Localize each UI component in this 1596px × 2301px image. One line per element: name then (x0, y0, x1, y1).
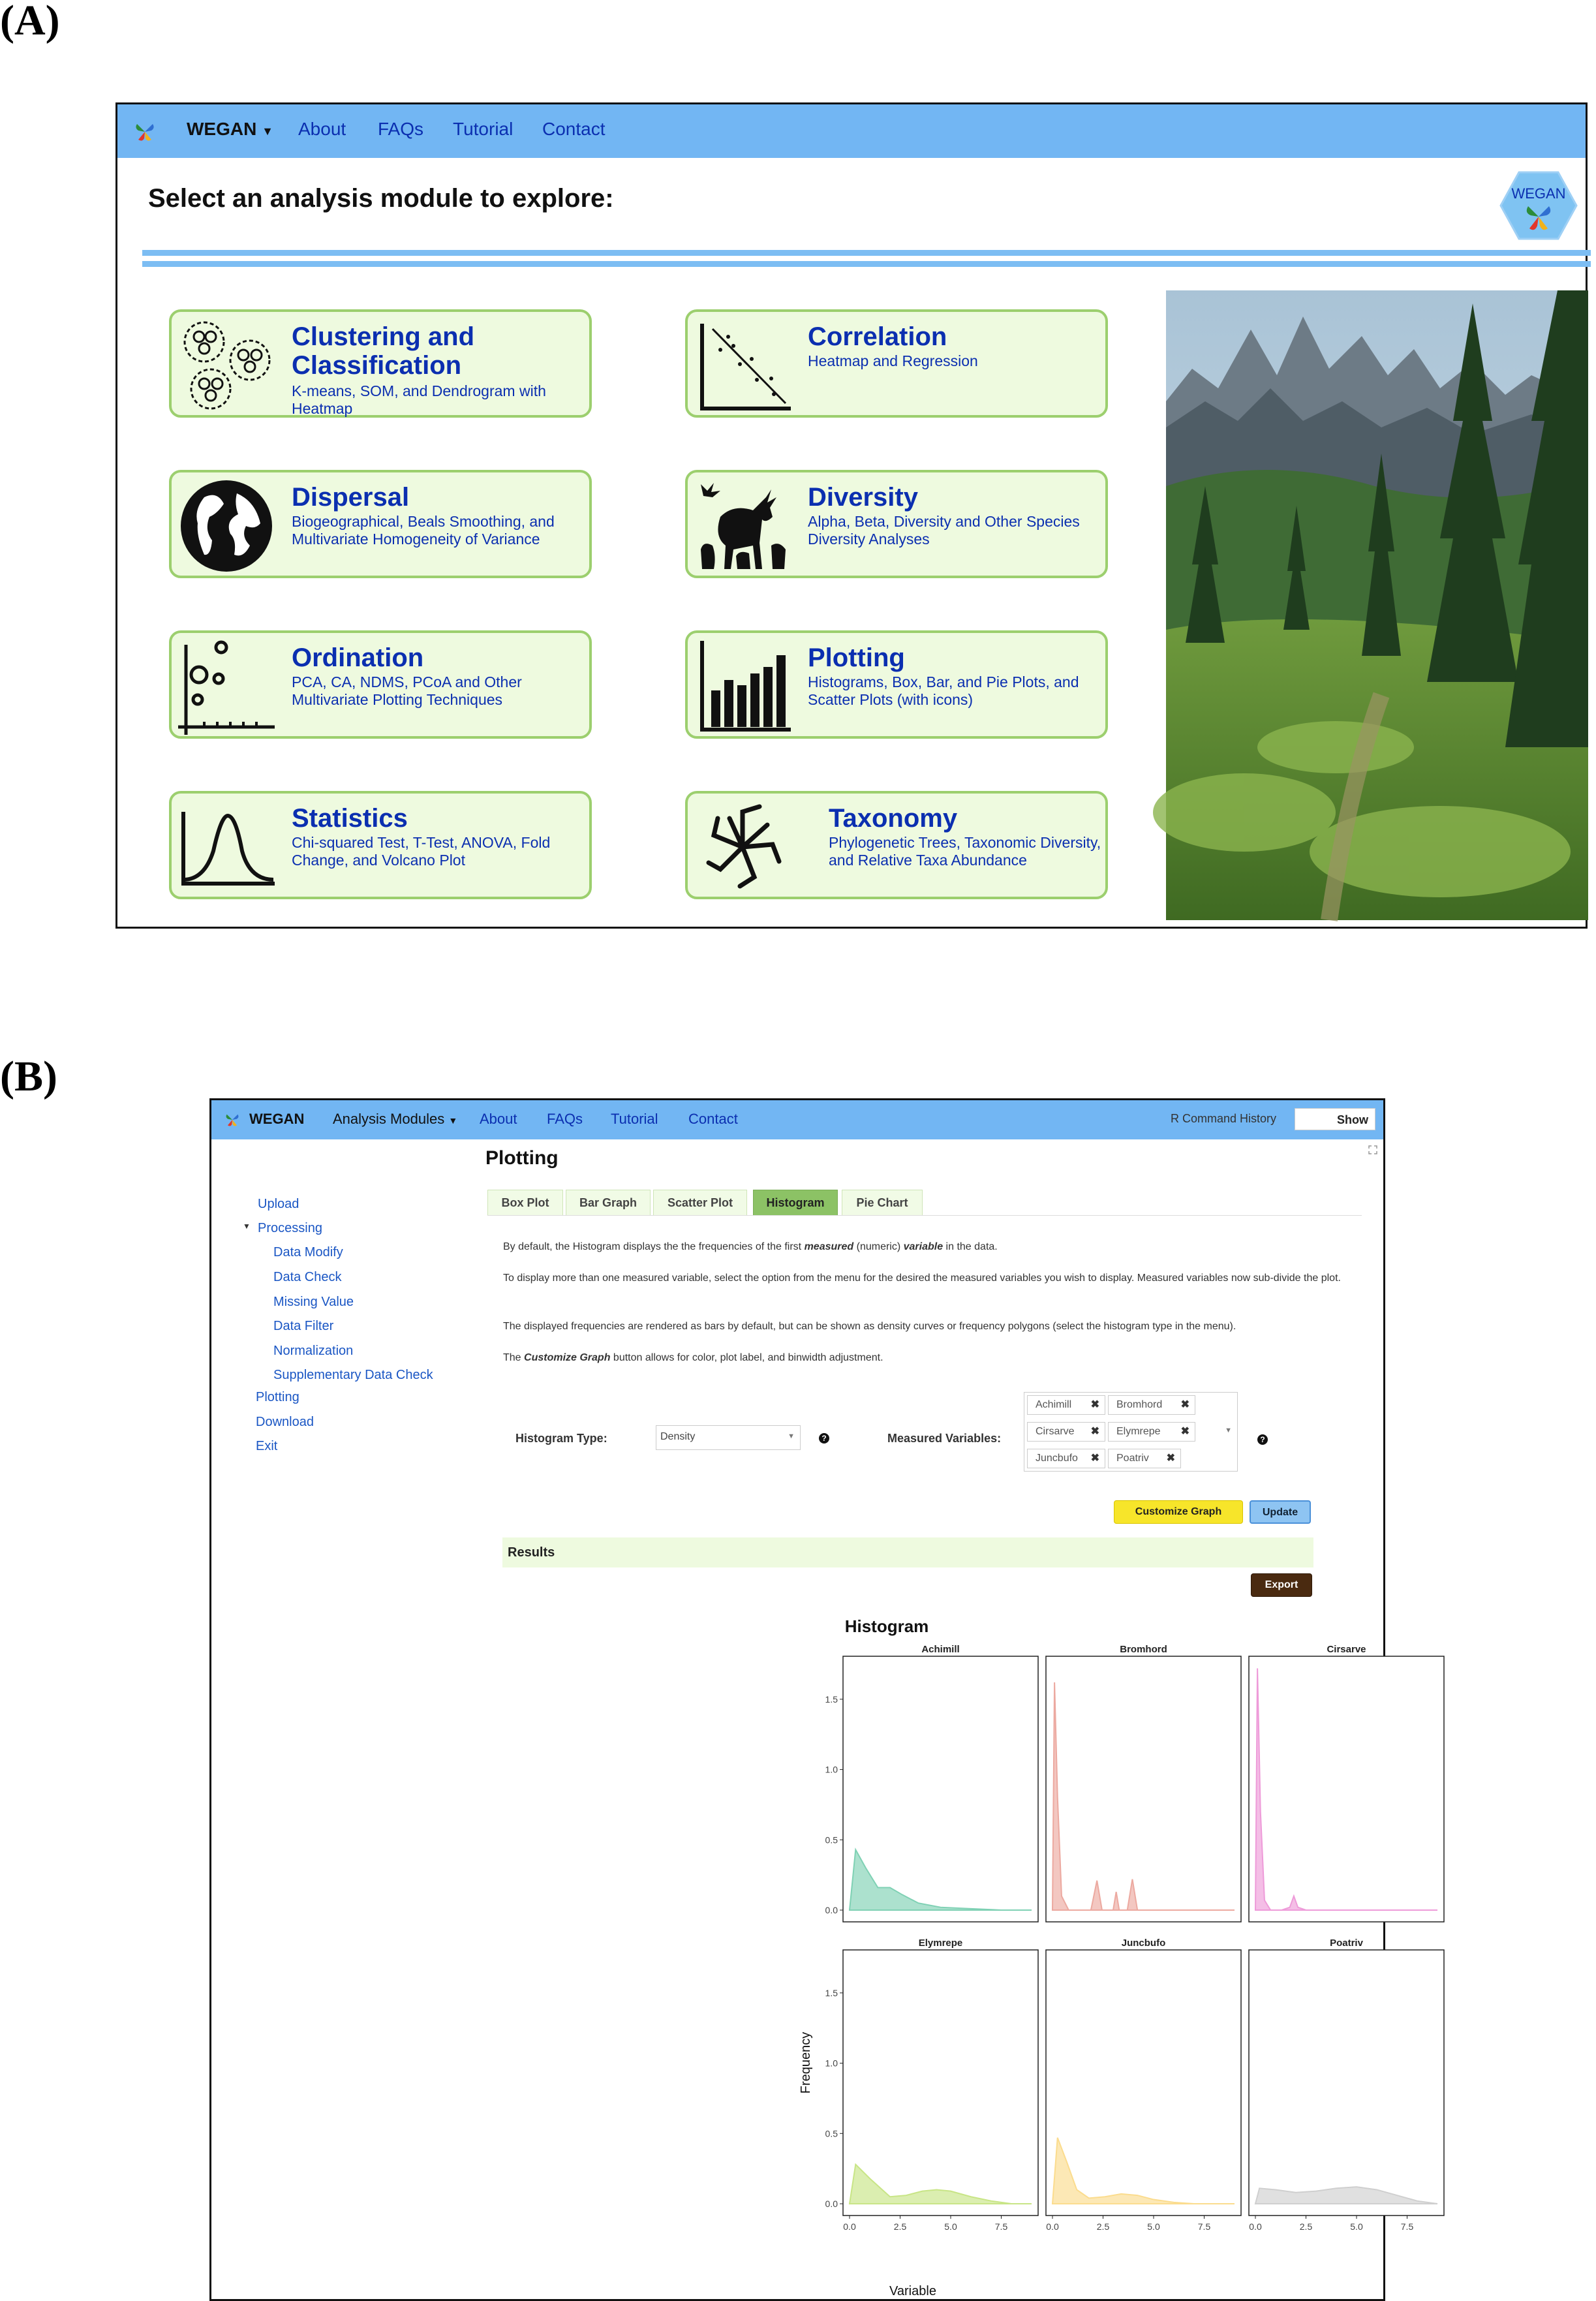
sidebar-item-download[interactable]: Download (256, 1415, 314, 1429)
chevron-down-icon: ▼ (1225, 1427, 1232, 1434)
histogram-type-label: Histogram Type: (515, 1432, 607, 1445)
facet-panel (843, 1950, 1038, 2216)
help-paragraph: To display more than one measured variable, select the option from the menu for the desired the measured variables you wish to display. Measured variables now sub-divide the plot. (503, 1273, 1341, 1284)
nav-contact[interactable]: Contact (542, 119, 606, 139)
chip-label: Poatriv (1116, 1453, 1149, 1464)
module-card-dispersal[interactable] (169, 470, 592, 578)
y-axis-title: Frequency (799, 2031, 813, 2094)
facet-panel (1249, 1656, 1444, 1922)
caret-down-icon: ▼ (262, 125, 273, 138)
module-card-statistics[interactable] (169, 791, 592, 899)
tab-bar-graph[interactable]: Bar Graph (566, 1190, 651, 1216)
module-description: Histograms, Box, Bar, and Pie Plots, and Scatter Plots (with icons) (808, 673, 1079, 708)
module-card-ordination[interactable] (169, 630, 592, 739)
y-tick-label: 1.5 (825, 1987, 838, 1998)
facet-label: Juncbufo (1121, 1938, 1166, 1949)
select-value: Density (660, 1431, 696, 1442)
remove-icon[interactable]: ✖ (1180, 1426, 1189, 1437)
module-title: Ordination (292, 643, 424, 672)
nav-faqs[interactable]: FAQs (547, 1111, 583, 1127)
chip-label: Juncbufo (1036, 1453, 1078, 1464)
panel-b-screenshot (209, 1098, 1414, 2301)
tab-histogram[interactable]: Histogram (753, 1190, 838, 1216)
sidebar-item-normalization[interactable]: Normalization (273, 1344, 354, 1358)
sidebar-item-data-filter[interactable]: Data Filter (273, 1319, 334, 1333)
sidebar-item-upload[interactable]: Upload (258, 1197, 299, 1211)
page-title: Select an analysis module to explore: (148, 184, 614, 213)
module-title: Clustering and Classification (292, 322, 475, 380)
chevron-down-icon: ▼ (788, 1432, 795, 1440)
x-axis-title: Variable (889, 2284, 936, 2298)
sidebar-item-plotting[interactable]: Plotting (256, 1390, 299, 1404)
expand-icon[interactable] (1368, 1145, 1378, 1155)
remove-icon[interactable]: ✖ (1090, 1453, 1099, 1464)
facet-panel (1046, 1656, 1241, 1922)
x-tick-label: 0.0 (1046, 2221, 1059, 2232)
nav-faqs[interactable]: FAQs (378, 119, 424, 139)
panel-b-label: (B) (0, 1053, 57, 1100)
variable-chip[interactable] (1108, 1449, 1181, 1468)
wegan-hex-logo (1499, 170, 1578, 241)
sidebar-item-processing[interactable]: Processing (258, 1221, 322, 1235)
module-card-correlation[interactable] (685, 309, 1108, 418)
tab-divider (487, 1215, 1362, 1216)
wegan-logo-icon[interactable] (132, 119, 158, 145)
x-tick-label: 5.0 (1350, 2221, 1363, 2232)
measured-variables-label: Measured Variables: (887, 1432, 1002, 1445)
x-tick-label: 2.5 (1299, 2221, 1313, 2232)
facet-label: Poatriv (1330, 1938, 1363, 1949)
sidebar-item-exit[interactable]: Exit (256, 1439, 278, 1453)
module-description: Chi-squared Test, T-Test, ANOVA, Fold Change, and Volcano Plot (292, 834, 551, 869)
facet-label: Cirsarve (1327, 1644, 1366, 1655)
nav-about[interactable]: About (480, 1111, 517, 1127)
panel-a-label: (A) (0, 0, 60, 44)
tab-box-plot[interactable]: Box Plot (487, 1190, 563, 1216)
caret-down-icon: ▼ (448, 1115, 458, 1126)
module-description: PCA, CA, NDMS, PCoA and Other Multivariate Plotting Techniques (292, 673, 522, 708)
distribution-curve-icon (178, 799, 275, 895)
update-button[interactable]: Update (1250, 1500, 1311, 1524)
chart-title: Histogram (844, 1616, 929, 1636)
x-tick-label: 7.5 (1400, 2221, 1414, 2232)
facet-panel (1046, 1950, 1241, 2216)
help-icon[interactable]: ? (1257, 1434, 1268, 1445)
module-card-clustering[interactable] (169, 309, 592, 418)
brand-label[interactable]: WEGAN (249, 1111, 305, 1127)
wegan-logo-icon[interactable] (223, 1111, 241, 1129)
help-paragraph: By default, the Histogram displays the the frequencies of the first measured (numeric) variable in the data. (503, 1241, 998, 1252)
y-tick-label: 0.5 (825, 2128, 838, 2139)
page-title: Plotting (485, 1147, 559, 1169)
x-tick-label: 2.5 (1096, 2221, 1110, 2232)
top-navbar (211, 1100, 1383, 1139)
top-navbar (117, 104, 1586, 158)
module-title: Taxonomy (829, 804, 958, 833)
x-tick-label: 5.0 (1147, 2221, 1160, 2232)
variable-chip[interactable] (1027, 1449, 1105, 1468)
variable-chip[interactable] (1027, 1395, 1105, 1415)
module-title: Diversity (808, 483, 918, 512)
y-tick-label: 0.0 (825, 1905, 838, 1915)
module-title: Statistics (292, 804, 408, 833)
remove-icon[interactable]: ✖ (1090, 1426, 1099, 1437)
help-icon[interactable]: ? (819, 1433, 829, 1444)
x-tick-label: 7.5 (994, 2221, 1008, 2232)
nav-tutorial[interactable]: Tutorial (611, 1111, 658, 1127)
nav-contact[interactable]: Contact (688, 1111, 738, 1127)
analysis-modules-dropdown[interactable] (333, 1111, 457, 1128)
logo-text: WEGAN (1511, 185, 1566, 202)
y-tick-label: 1.0 (825, 1764, 838, 1775)
sidebar-item-supplementary-data-check[interactable]: Supplementary Data Check (273, 1368, 433, 1382)
r-history-toggle[interactable] (1295, 1108, 1375, 1130)
mountain-landscape-image (1166, 290, 1588, 920)
facet-label: Elymrepe (918, 1938, 963, 1949)
tab-scatter-plot[interactable]: Scatter Plot (653, 1190, 747, 1216)
facet-panel (1249, 1950, 1444, 2216)
nav-tutorial[interactable]: Tutorial (453, 119, 514, 139)
module-title: Correlation (808, 322, 947, 351)
ordination-icon (178, 638, 275, 735)
show-button-label: Show (1337, 1113, 1368, 1126)
y-tick-label: 0.5 (825, 1834, 838, 1845)
module-title: Plotting (808, 643, 905, 672)
x-tick-label: 7.5 (1197, 2221, 1211, 2232)
module-description: Phylogenetic Trees, Taxonomic Diversity, and Relative Taxa Abundance (829, 834, 1101, 869)
x-tick-label: 2.5 (893, 2221, 907, 2232)
chip-label: Cirsarve (1036, 1426, 1075, 1437)
tab-pie-chart[interactable]: Pie Chart (842, 1190, 923, 1216)
chip-label: Elymrepe (1116, 1426, 1161, 1437)
x-tick-label: 0.0 (843, 2221, 856, 2232)
remove-icon[interactable]: ✖ (1090, 1399, 1099, 1410)
y-tick-label: 0.0 (825, 2199, 838, 2209)
facet-label: Bromhord (1120, 1644, 1167, 1655)
nav-about[interactable]: About (298, 119, 346, 139)
module-description: Biogeographical, Beals Smoothing, and Multivariate Homogeneity of Variance (292, 513, 555, 548)
module-card-plotting[interactable] (685, 630, 1108, 739)
measured-variables-multiselect[interactable] (1024, 1392, 1238, 1472)
chip-label: Achimill (1036, 1399, 1072, 1410)
globe-icon (178, 478, 275, 574)
sidebar-item-missing-value[interactable]: Missing Value (273, 1295, 354, 1309)
analysis-modules-label: Analysis Modules (333, 1111, 445, 1127)
divider-line (142, 250, 1591, 256)
x-tick-label: 0.0 (1249, 2221, 1262, 2232)
remove-icon[interactable]: ✖ (1180, 1399, 1189, 1410)
histogram-type-select[interactable] (656, 1425, 801, 1450)
module-description: Alpha, Beta, Diversity and Other Species Diversity Analyses (808, 513, 1080, 548)
animals-icon (694, 478, 791, 574)
variable-chip[interactable] (1108, 1395, 1195, 1415)
chip-label: Bromhord (1116, 1399, 1163, 1410)
scatter-regression-icon (694, 317, 791, 414)
bar-chart-icon (694, 638, 791, 735)
help-paragraph: The Customize Graph button allows for color, plot label, and binwidth adjustment. (503, 1352, 883, 1363)
y-tick-label: 1.0 (825, 2058, 838, 2069)
variable-chip[interactable] (1108, 1422, 1195, 1442)
results-header (502, 1537, 1313, 1567)
sidebar-item-data-modify[interactable]: Data Modify (273, 1245, 343, 1259)
histogram-chart (577, 1609, 1414, 2301)
phylo-tree-icon (694, 799, 791, 895)
variable-chip[interactable] (1027, 1422, 1105, 1442)
customize-graph-button[interactable]: Customize Graph (1114, 1500, 1243, 1524)
brand-label: WEGAN (187, 119, 257, 139)
facet-label: Achimill (921, 1644, 960, 1655)
y-tick-label: 1.5 (825, 1693, 838, 1705)
sidebar-item-data-check[interactable]: Data Check (273, 1270, 342, 1284)
panel-a-screenshot (115, 102, 1588, 929)
clusters-icon (178, 317, 275, 414)
x-tick-label: 5.0 (944, 2221, 957, 2232)
remove-icon[interactable]: ✖ (1166, 1453, 1175, 1464)
brand-dropdown[interactable] (187, 119, 273, 140)
caret-down-icon: ▼ (243, 1222, 251, 1231)
module-description: K-means, SOM, and Dendrogram with Heatmap (292, 382, 546, 417)
help-paragraph: The displayed frequencies are rendered as bars by default, but can be shown as density curves or frequency polygons (select the histogram type in the menu). (503, 1321, 1236, 1332)
divider-line (142, 261, 1591, 267)
export-button[interactable]: Export (1251, 1573, 1312, 1597)
module-card-taxonomy[interactable] (685, 791, 1108, 899)
module-description: Heatmap and Regression (808, 352, 978, 369)
results-label: Results (508, 1545, 555, 1560)
r-command-history-label: R Command History (1171, 1112, 1277, 1125)
module-title: Dispersal (292, 483, 410, 512)
module-card-diversity[interactable] (685, 470, 1108, 578)
